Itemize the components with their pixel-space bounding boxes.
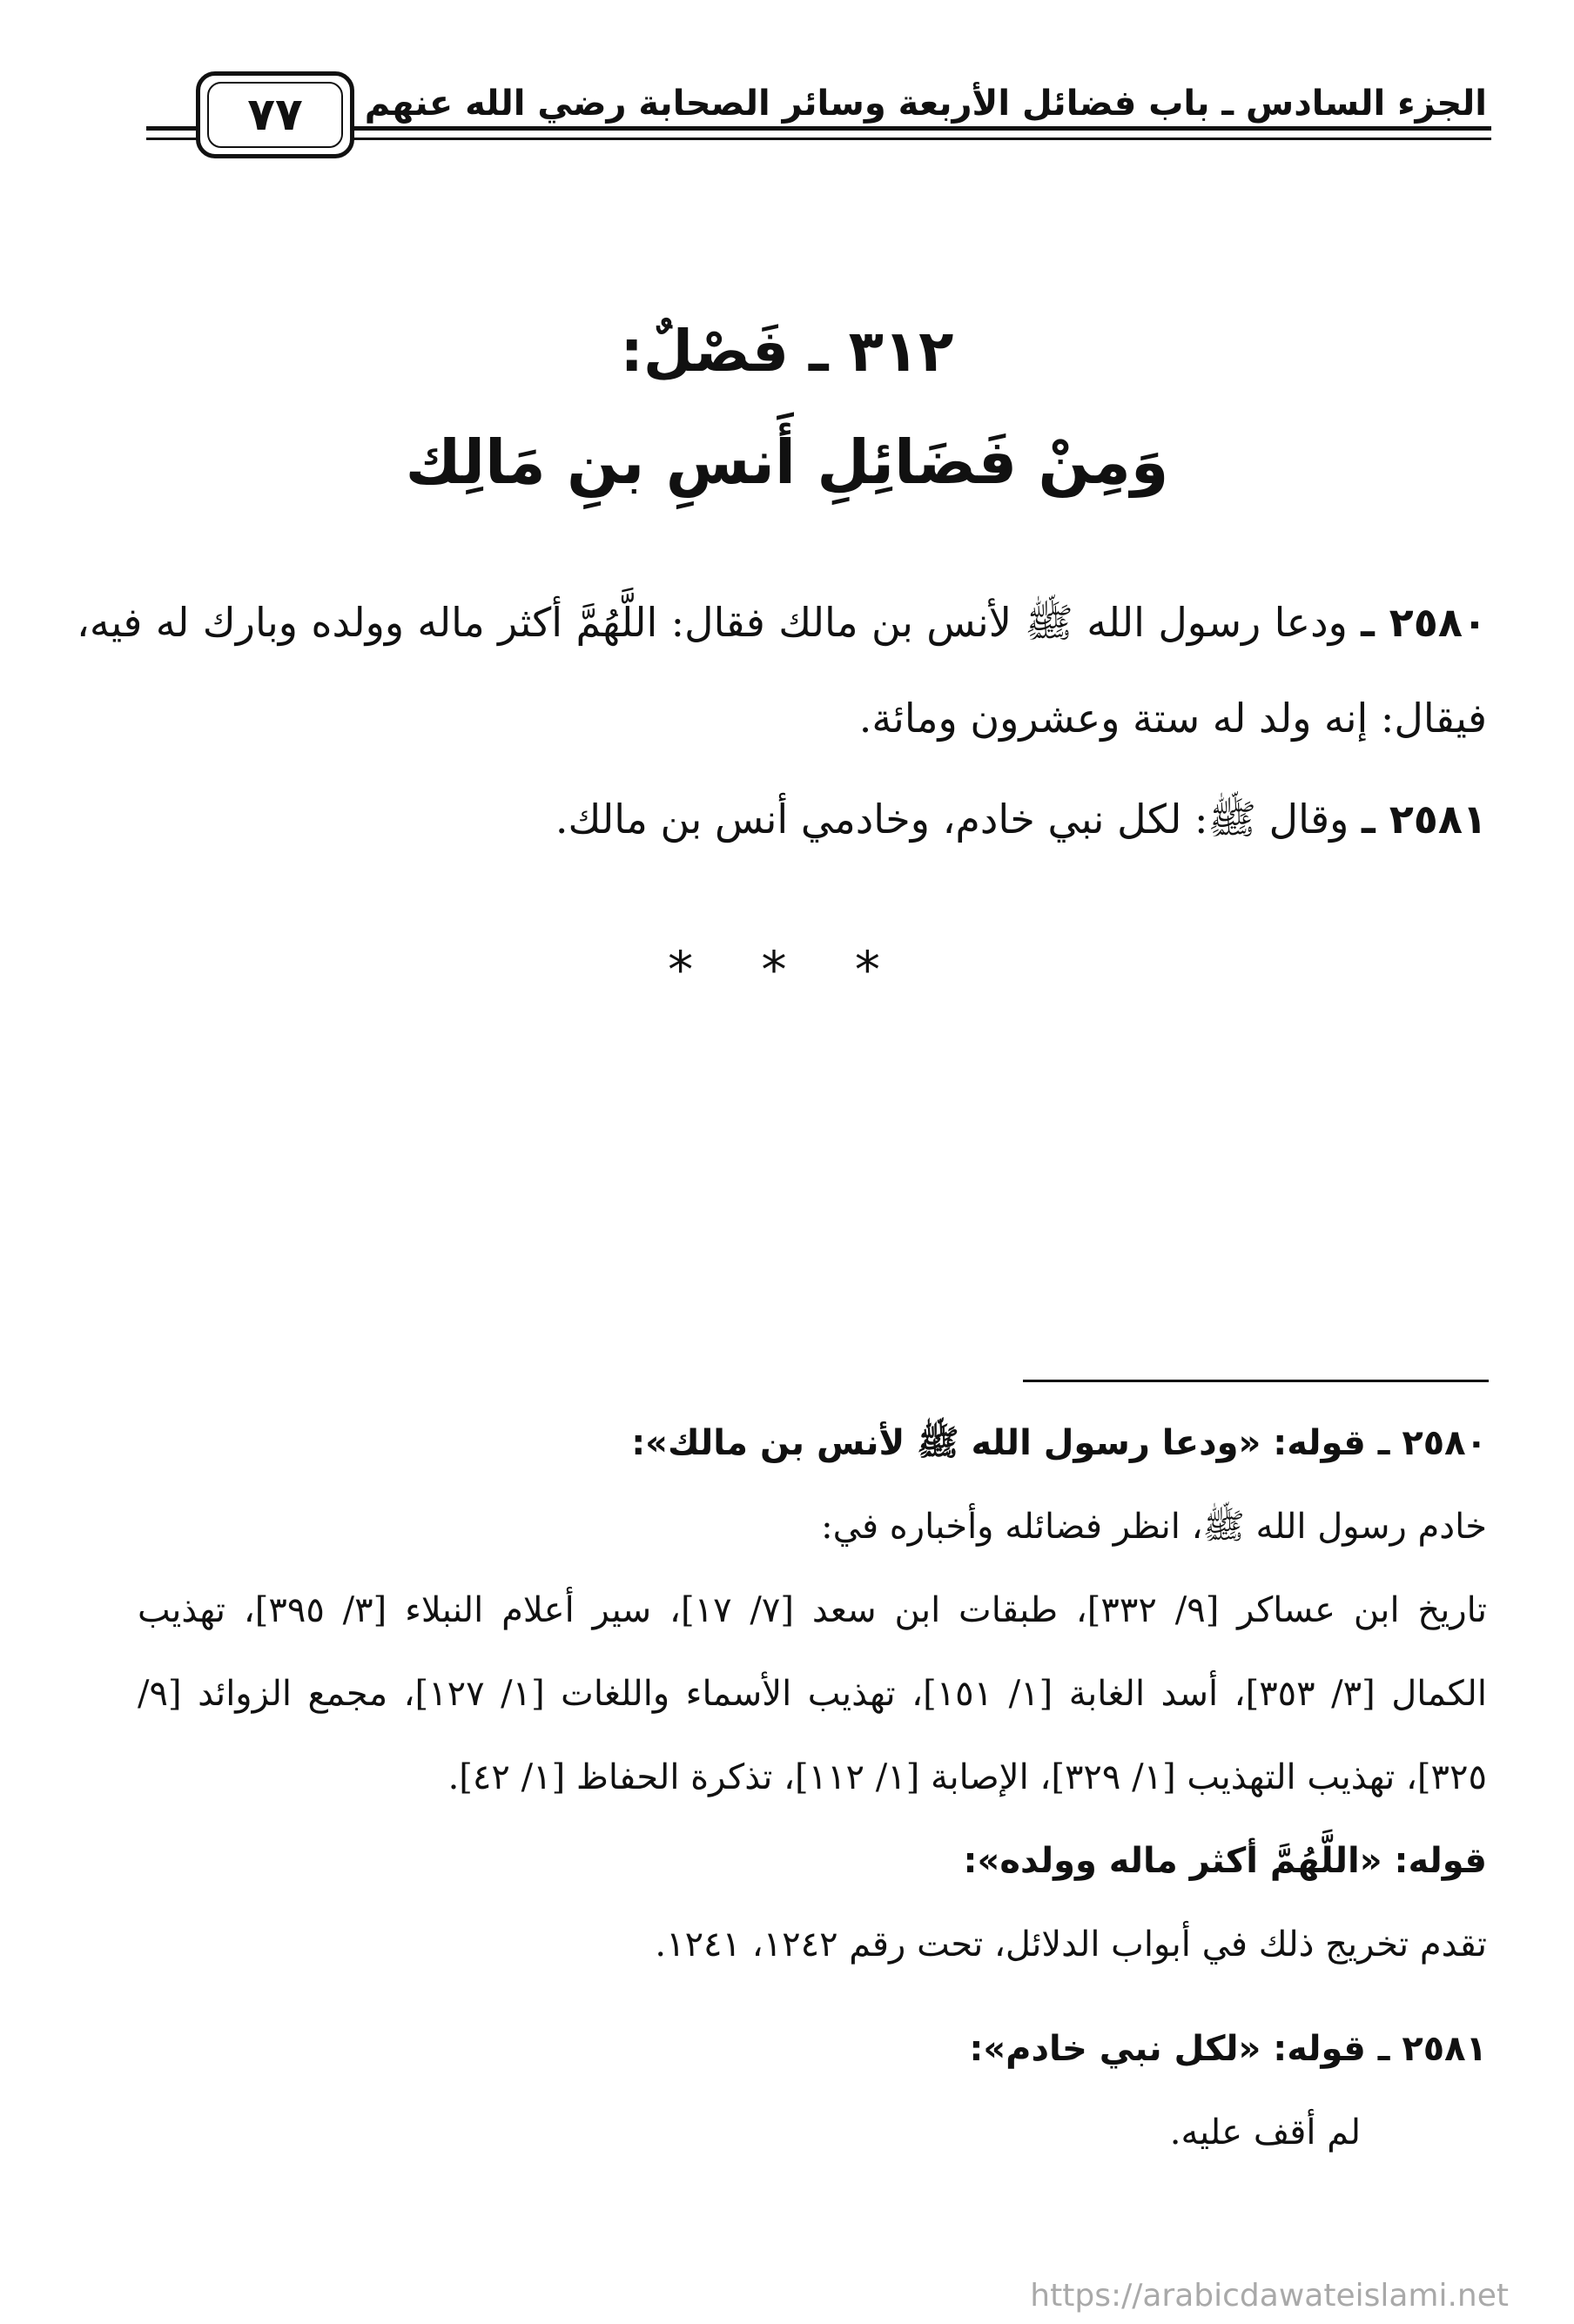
footnote-heading: ٢٥٨١ ـ قوله: «لكل نبي خادم»:	[969, 2029, 1487, 2069]
footnote-rule	[1023, 1380, 1489, 1382]
footnote-line: خادم رسول الله ﷺ، انظر فضائله وأخباره في:	[821, 1507, 1487, 1547]
chapter-title: وَمِنْ فَضَائِلِ أَنسِ بنِ مَالِك	[405, 427, 1169, 498]
hadith-2580	[77, 574, 1487, 766]
page-number: ٧٧	[207, 82, 343, 148]
main-text	[77, 574, 1487, 872]
hadith-text: وقال ﷺ: لكل نبي خادم، وخادمي أنس بن مالك.	[555, 796, 1362, 843]
hadith-number: ٢٥٨١ ـ	[1361, 796, 1487, 843]
hadith-2581	[77, 771, 1487, 867]
page-number-box	[196, 71, 354, 158]
running-header-title: الجزء السادس ـ باب فضائل الأربعة وسائر الصحابة رضي الله عنهم	[364, 84, 1487, 124]
section-separator: * * *	[668, 940, 906, 999]
footnote-line: تقدم تخريج ذلك في أبواب الدلائل، تحت رقم ١٢٤٢، ١٢٤١.	[655, 1924, 1487, 1965]
chapter-number: ٣١٢ ـ فَصْلٌ:	[620, 318, 954, 385]
footnote-subheading: قوله: «اللَّهُمَّ أكثر ماله وولده»:	[963, 1841, 1487, 1881]
watermark-url: https://arabicdawateislami.net	[1030, 2278, 1509, 2314]
hadith-number: ٢٥٨٠ ـ	[1361, 599, 1487, 646]
footnotes	[138, 1401, 1487, 2174]
footnote-heading: ٢٥٨٠ ـ قوله: «ودعا رسول الله ﷺ لأنس بن مالك»:	[631, 1423, 1487, 1463]
footnote-references: تاريخ ابن عساكر [٩/ ٣٣٢]، طبقات ابن سعد [٧/ ١٧]، سير أعلام النبلاء [٣/ ٣٩٥]، تهذيب الكمال [٣/ ٣٥٣]، أسد الغابة [١/ ١٥١]، تهذيب الأسماء واللغات [١/ ١٢٧]، مجمع الزوائد [٩/ ٣٢٥]، تهذيب التهذيب [١/ ٣٢٩]، الإصابة [١/ ١١٢]، تذكرة الحفاظ [١/ ٤٢].	[138, 1590, 1487, 1797]
footnote-line: لم أقف عليه.	[1169, 2112, 1361, 2153]
hadith-text: ودعا رسول الله ﷺ لأنس بن مالك فقال: اللَّهُمَّ أكثر ماله وولده وبارك له فيه، فيقال: إنه ولد له ستة وعشرون ومائة.	[77, 599, 1487, 742]
